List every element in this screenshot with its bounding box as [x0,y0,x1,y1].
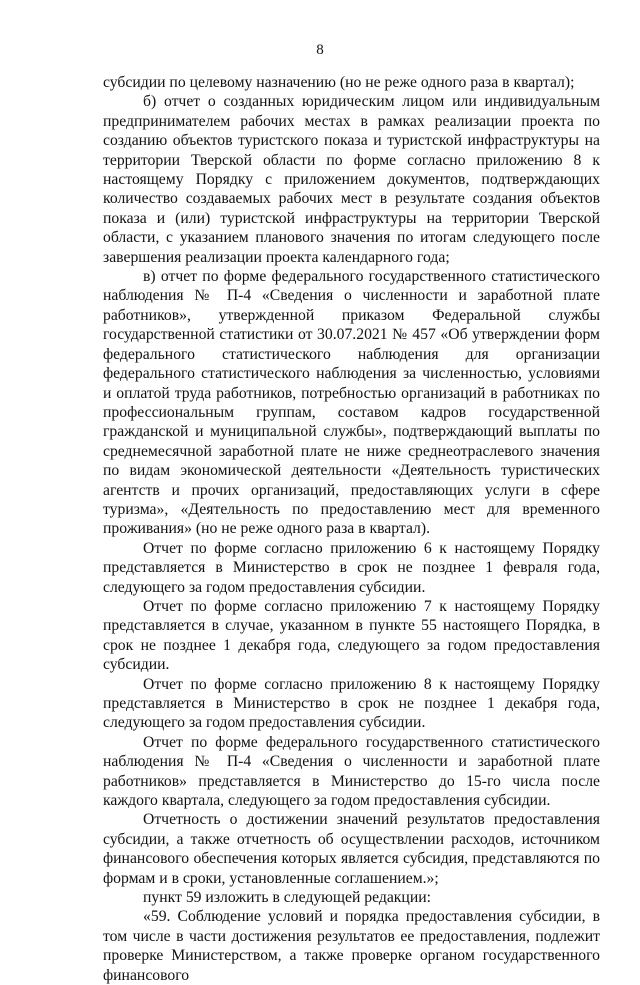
paragraph-item-b: б) отчет о созданных юридическим лицом или индивидуальным предпринимателем рабочих местах в рамках реализации проекта по созданию объектов туристского показа и туристской инфраструктуры на территории Тверской области по форме согласно приложению 8 к настоящему Порядку с приложением документов, подтверждающих количество создаваемых рабочих мест в результате создания объектов показа и (или) туристской инфраструктуры на территории Тверской области, с указанием планового значения по итогам следующего после завершения реализации проекта календарного года; [103,93,600,266]
page-number: 8 [316,42,324,58]
paragraph-reporting-results: Отчетность о достижении значений результатов предоставления субсидии, а также отчетность об осуществлении расходов, источником финансового обеспечения которых является субсидия, представляются по формам и в сроки, установленные соглашением.»; [103,811,600,887]
paragraph-amend-clause-59: пункт 59 изложить в следующей редакции: [143,889,431,907]
paragraph-report-appendix-7: Отчет по форме согласно приложению 7 к настоящему Порядку представляется в случае, указанном в пункте 55 настоящего Порядка, в срок не позднее 1 декабря года, следующего за годом предоставления субсидии. [103,597,600,674]
paragraph-continuation: субсидии по целевому назначению (но не реже одного раза в квартал); [103,74,575,91]
paragraph-report-p4: Отчет по форме федерального государственного статистического наблюдения № П-4 «Сведения о численности и заработной плате работников» представляется в Министерство до 15-го числа после каждого квартала, следующего за годом предоставления субсидии. [103,733,600,810]
paragraph-report-appendix-6: Отчет по форме согласно приложению 6 к настоящему Порядку представляется в Министерство в срок не позднее 1 февраля года, следующего за годом предоставления субсидии. [103,539,600,596]
paragraph-item-v: в) отчет по форме федерального государственного статистического наблюдения № П-4 «Сведения о численности и заработной плате работников», утвержденной приказом Федеральной службы государственной статистики от 30.07.2021 № 457 «Об утверждении форм федерального статистического наблюдения для организации федерального статистического наблюдения за численностью, условиями и оплатой труда работников, потребностью организаций в работниках по профессиональным группам, составом кадров государственной гражданской и муниципальной службы», подтверждающий выплаты по среднемесячной заработной плате не ниже среднеотраслевого значения по видам экономической деятельности «Деятельность туристических агентств и прочих организаций, предоставляющих услуги в сфере туризма», «Деятельность по предоставлению мест для временного проживания» (но не реже одного раза в квартал). [103,268,600,538]
paragraph-report-appendix-8: Отчет по форме согласно приложению 8 к настоящему Порядку представляется в Министерство в срок не позднее 1 декабря года, следующего за годом предоставления субсидии. [103,675,600,732]
paragraph-clause-59: «59. Соблюдение условий и порядка предоставления субсидии, в том числе в части достижения результатов ее предоставления, подлежит проверке Министерством, а также проверке органом государственного финансового [103,908,600,984]
document-body [103,73,600,985]
